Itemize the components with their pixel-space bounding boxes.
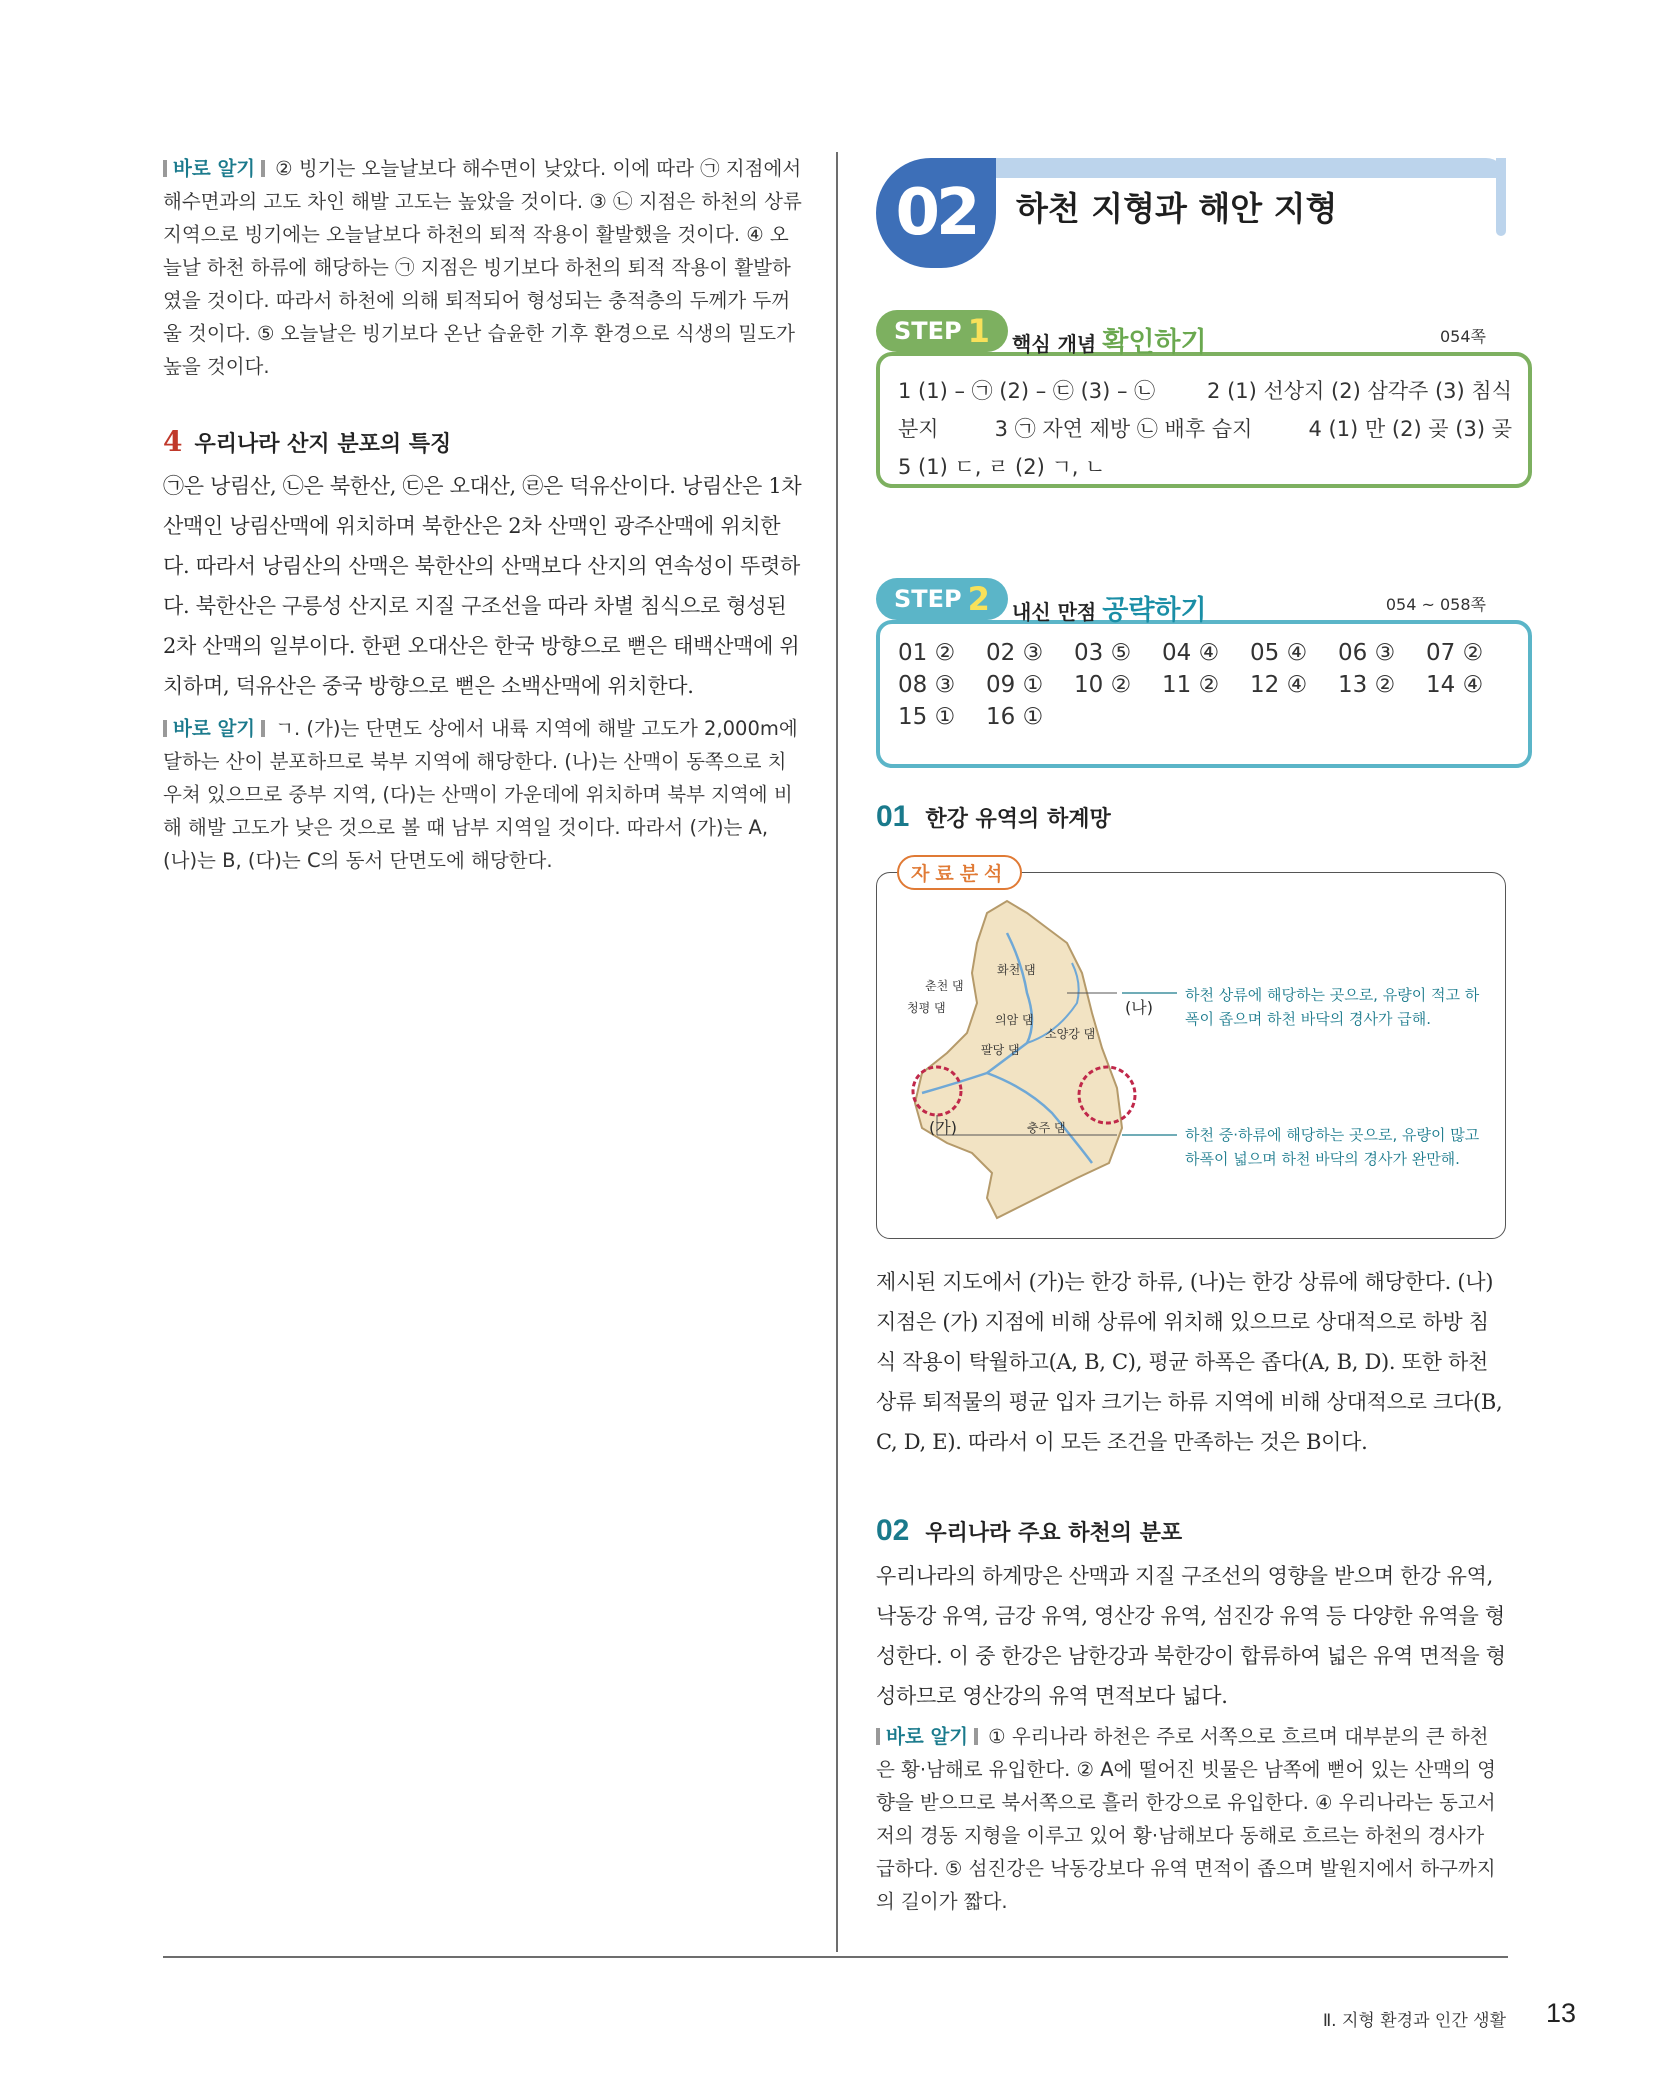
- footer-chapter: Ⅱ. 지형 환경과 인간 생활: [1322, 2011, 1506, 2031]
- step-title-b: 확인하기: [1102, 327, 1207, 358]
- step1-label: [876, 310, 1008, 352]
- step2-label: [876, 578, 1008, 620]
- step1-answer: 1 (1) – ㉠ (2) – ㉢ (3) – ㉡: [898, 379, 1156, 403]
- step-word: STEP: [894, 317, 962, 345]
- correct-tag: 바로 알기: [163, 157, 255, 180]
- note-downstream: 하천 중·하류에 해당하는 곳으로, 유량이 많고 하폭이 넓으며 하천 바닥의 경사가 완만해.: [1185, 1126, 1480, 1168]
- dam-label: 의암 댐: [995, 1013, 1034, 1027]
- step1-row2: [898, 410, 1512, 448]
- header-bar: [976, 158, 1506, 178]
- paragraph-text: ② 빙기는 오늘날보다 해수면이 낮았다. 이에 따라 ㉠ 지점에서 해수면과의 고도 차인 해발 고도는 높았을 것이다. ③ ㉡ 지점은 하천의 상류 지역으로 빙기에는 오늘날보다 하천의 퇴적 작용이 활발했을 것이다. ④ 오늘날 하천 하류에 해당하는 ㉠ 지점은 빙기보다 하천의 퇴적 작용이 활발하였을 것이다. 따라서 하천에 의해 퇴적되어 형성되는 충적층의 두께가 두꺼울 것이다. ⑤ 오늘날은 빙기보다 온난 습윤한 기후 환경으로 식생의 밀도가 높을 것이다.: [163, 157, 802, 378]
- section-title: 우리나라 산지 분포의 특징: [194, 432, 452, 457]
- section-number: 4: [163, 425, 183, 458]
- step1-box: [876, 352, 1532, 488]
- answer-item: 03 ⑤: [1074, 640, 1132, 666]
- step1-answer: 4 (1) 만 (2) 곶 (3) 곶: [1308, 417, 1512, 441]
- q01-explanation: 제시된 지도에서 (가)는 한강 하류, (나)는 한강 상류에 해당한다. (나) 지점은 (가) 지점에 비해 상류에 위치해 있으므로 상대적으로 하방 침식 작용이 탁월하고(A, B, C), 평균 하폭은 좁다(A, B, D). 또한 하천 상류 퇴적물의 평균 입자 크기는 하류 지역에 비해 상대적으로 크다(B, C, D, E). 따라서 이 모든 조건을 만족하는 것은 B이다.: [876, 1270, 1503, 1454]
- figure-tag-text: 자료분석: [911, 863, 1009, 885]
- step-number: 1: [967, 312, 990, 350]
- step1-block: [876, 310, 1512, 510]
- correct-tag: 바로 알기: [876, 1725, 968, 1748]
- step-number: 2: [967, 580, 990, 618]
- step-title-a: 내신 만점: [1012, 600, 1097, 624]
- basin-shape: [915, 901, 1122, 1218]
- header-bar-end: [1496, 158, 1506, 236]
- tag-bar: [974, 1728, 978, 1745]
- tag-bar: [261, 720, 265, 737]
- region-label-ga: (가): [929, 1118, 957, 1137]
- question-number: 01: [876, 800, 910, 833]
- region-label-na: (나): [1125, 998, 1153, 1017]
- q02-note: [876, 1720, 1506, 1918]
- figure-box: [876, 863, 1506, 1239]
- answer-item: 08 ③: [898, 672, 956, 698]
- answer-item: 13 ②: [1338, 672, 1396, 698]
- note-upstream: 하천 상류에 해당하는 곳으로, 유량이 적고 하폭이 좁으며 하천 바닥의 경사가 급해.: [1185, 986, 1480, 1028]
- correct-tag: 바로 알기: [163, 717, 255, 740]
- question-title: 우리나라 주요 하천의 분포: [925, 1521, 1183, 1546]
- answer-item: 11 ②: [1162, 672, 1220, 698]
- answer-item: 09 ①: [986, 672, 1044, 698]
- answer-item: 16 ①: [986, 704, 1044, 730]
- left-paragraph-2: ㉠은 낭림산, ㉡은 북한산, ㉢은 오대산, ㉣은 덕유산이다. 낭림산은 1차 산맥인 낭림산맥에 위치하며 북한산은 2차 산맥인 광주산맥에 위치한다. 따라서 낭림산의 산맥은 북한산의 산맥보다 산지의 연속성이 뚜렷하다. 북한산은 구릉성 산지로 지질 구조선을 따라 차별 침식으로 형성된 2차 산맥의 일부이다. 한편 오대산은 한국 방향으로 뻗은 태백산맥에 위치하며, 덕유산은 중국 방향으로 뻗은 소백산맥에 위치한다.: [163, 474, 802, 698]
- step1-answer: 2 (1) 선상지 (2) 삼각주 (3) 침식: [1207, 379, 1512, 403]
- column-divider: [836, 152, 838, 1952]
- han-river-map: [877, 873, 1505, 1238]
- left-column: [163, 152, 803, 877]
- section-number-badge: 02: [876, 158, 996, 268]
- answer-item: 12 ④: [1250, 672, 1308, 698]
- question-01-heading: [876, 800, 1111, 834]
- question-02-heading: [876, 1514, 1182, 1548]
- step1-page: 054쪽: [1440, 327, 1486, 346]
- answer-item: 02 ③: [986, 640, 1044, 666]
- section-title: 하천 지형과 해안 지형: [1016, 189, 1338, 228]
- answer-item: 10 ②: [1074, 672, 1132, 698]
- answer-grid: [898, 640, 1512, 730]
- step2-page: 054 ~ 058쪽: [1385, 595, 1486, 614]
- section-header: [876, 158, 1506, 268]
- q02-explanation: 우리나라의 하계망은 산맥과 지질 구조선의 영향을 받으며 한강 유역, 낙동강 유역, 금강 유역, 영산강 유역, 섬진강 유역 등 다양한 유역을 형성한다. 이 중 한강은 남한강과 북한강이 합류하여 넓은 유역 면적을 형성하므로 영산강의 유역 면적보다 넓다.: [876, 1564, 1506, 1708]
- step1-answer: 분지: [898, 417, 939, 441]
- tag-bar: [261, 160, 265, 177]
- answer-item: 01 ②: [898, 640, 956, 666]
- step-title-a: 핵심 개념: [1012, 332, 1097, 356]
- answer-item: 05 ④: [1250, 640, 1308, 666]
- dam-label: 팔당 댐: [981, 1043, 1020, 1057]
- dam-label: 충주 댐: [1027, 1121, 1066, 1135]
- bottom-rule: [163, 1956, 1508, 1958]
- step2-box: [876, 620, 1532, 768]
- question-title: 한강 유역의 하계망: [925, 807, 1111, 832]
- question-number: 02: [876, 1514, 910, 1547]
- answer-item: 14 ④: [1426, 672, 1484, 698]
- paragraph-text: ㄱ. (가)는 단면도 상에서 내륙 지역에 해발 고도가 2,000m에 달하는 산이 분포하므로 북부 지역에 해당한다. (나)는 산맥이 동쪽으로 치우쳐 있으므로 중부 지역, (다)는 산맥이 가운데에 위치하며 북부 지역에 비해 해발 고도가 낮은 것으로 볼 때 남부 지역일 것이다. 따라서 (가)는 A, (나)는 B, (다)는 C의 동서 단면도에 해당한다.: [163, 717, 798, 872]
- step1-row3: 5 (1) ㄷ, ㄹ (2) ㄱ, ㄴ: [898, 455, 1106, 479]
- answer-item: 06 ③: [1338, 640, 1396, 666]
- step1-title: [1012, 320, 1207, 359]
- page-number: 13: [1545, 1998, 1576, 2028]
- answer-item: 04 ④: [1162, 640, 1220, 666]
- step1-row1: [898, 372, 1512, 410]
- step2-title: [1012, 588, 1207, 627]
- step-word: STEP: [894, 585, 962, 613]
- step2-block: [876, 578, 1506, 778]
- dam-label: 화천 댐: [997, 963, 1036, 977]
- left-paragraph-3: [163, 712, 803, 877]
- dam-label: 청평 댐: [907, 1001, 946, 1015]
- step1-answer: 3 ㉠ 자연 제방 ㉡ 배후 습지: [994, 417, 1253, 441]
- section-heading-4: [163, 425, 803, 458]
- dam-label: 소양강 댐: [1045, 1027, 1096, 1041]
- answer-item: 07 ②: [1426, 640, 1484, 666]
- note-text: ① 우리나라 하천은 주로 서쪽으로 흐르며 대부분의 큰 하천은 황·남해로 유입한다. ② A에 떨어진 빗물은 남쪽에 뻗어 있는 산맥의 영향을 받으므로 북서쪽으로 흘러 한강으로 유입한다. ④ 우리나라는 동고서저의 경동 지형을 이루고 있어 황·남해보다 동해로 흐르는 하천의 경사가 급하다. ⑤ 섬진강은 낙동강보다 유역 면적이 좁으며 발원지에서 하구까지의 길이가 짧다.: [876, 1725, 1497, 1913]
- step-title-b: 공략하기: [1102, 595, 1207, 626]
- dam-label: 춘천 댐: [925, 979, 964, 993]
- left-paragraph-1: [163, 152, 803, 383]
- answer-item: 15 ①: [898, 704, 956, 730]
